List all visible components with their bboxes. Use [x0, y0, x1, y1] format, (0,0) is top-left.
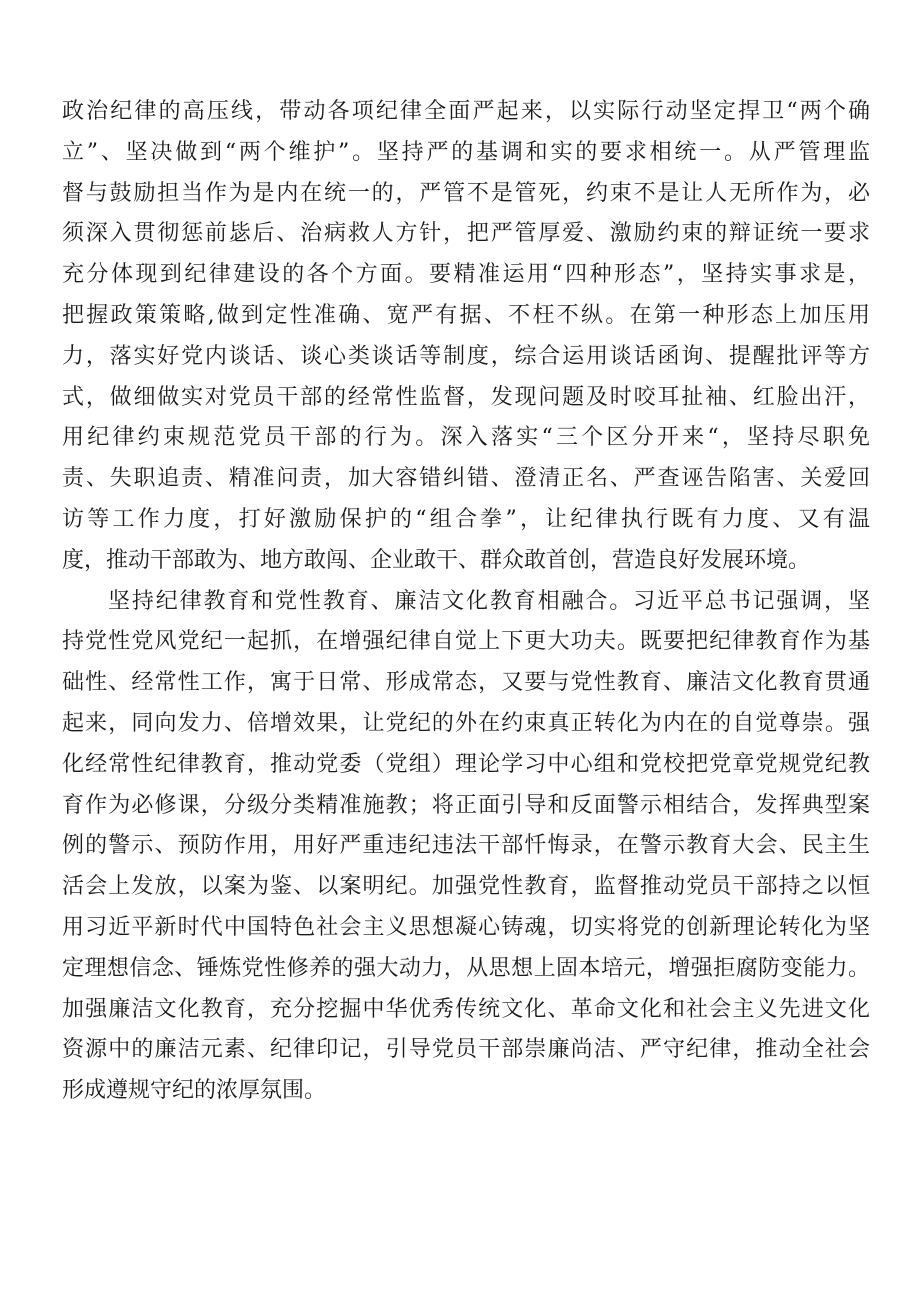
paragraph-1 [62, 92, 870, 582]
text-line: 充分体现到纪律建设的各个方面。要精准运用“四种形态”，坚持实事求是， [62, 262, 870, 288]
text-line: 例的警示、预防作用，用好严重违纪违法干部忏悔录，在警示教育大会、民主生 [62, 833, 870, 859]
text-line: 定理想信念、锤炼党性修养的强大动力，从思想上固本培元，增强拒腐防变能力。 [62, 955, 870, 981]
text-line: 形成遵规守纪的浓厚氛围。 [62, 1078, 327, 1104]
text-line: 持党性党风党纪一起抓，在增强纪律自觉上下更大功夫。既要把纪律教育作为基 [62, 629, 870, 655]
text-line: 用习近平新时代中国特色社会主义思想凝心铸魂，切实将党的创新理论转化为坚 [62, 914, 870, 940]
text-line: 督与鼓励担当作为是内在统一的，严管不是管死，约束不是让人无所作为，必 [62, 180, 870, 206]
text-line: 访等工作力度，打好激励保护的“组合拳”，让纪律执行既有力度、又有温 [62, 506, 870, 532]
text-line: 坚持纪律教育和党性教育、廉洁文化教育相融合。习近平总书记强调，坚 [108, 588, 870, 614]
text-line: 力，落实好党内谈话、谈心类谈话等制度，综合运用谈话函询、提醒批评等方 [62, 343, 870, 369]
paragraph-2 [62, 582, 870, 1112]
text-line: 加强廉洁文化教育，充分挖掘中华优秀传统文化、革命文化和社会主义先进文化 [62, 996, 870, 1022]
text-line: 政治纪律的高压线，带动各项纪律全面严起来，以实际行动坚定捍卫“两个确 [62, 99, 870, 124]
text-line: 把握政策策略,做到定性准确、宽严有据、不枉不纵。在第一种形态上加压用 [62, 302, 870, 328]
text-line: 起来，同向发力、倍增效果，让党纪的外在约束真正转化为内在的自觉尊崇。强 [62, 710, 870, 736]
text-line: 资源中的廉洁元素、纪律印记，引导党员干部崇廉尚洁、严守纪律，推动全社会 [62, 1037, 870, 1063]
text-line: 式，做细做实对党员干部的经常性监督，发现问题及时咬耳扯袖、红脸出汗， [62, 384, 870, 410]
text-line: 活会上发放，以案为鉴、以案明纪。加强党性教育，监督推动党员干部持之以恒 [62, 874, 870, 900]
text-line: 度，推动干部敢为、地方敢闯、企业敢干、群众敢首创，营造良好发展环境。 [62, 547, 811, 573]
text-line: 础性、经常性工作，寓于日常、形成常态，又要与党性教育、廉洁文化教育贯通 [62, 670, 870, 696]
text-line: 育作为必修课，分级分类精准施教；将正面引导和反面警示相结合，发挥典型案 [62, 792, 870, 818]
text-line: 用纪律约束规范党员干部的行为。深入落实“三个区分开来“，坚持尽职免 [62, 425, 870, 451]
text-line: 立”、坚决做到“两个维护”。坚持严的基调和实的要求相统一。从严管理监 [62, 139, 870, 165]
text-line: 化经常性纪律教育，推动党委（党组）理论学习中心组和党校把党章党规党纪教 [62, 751, 870, 777]
text-line: 责、失职追责、精准问责，加大容错纠错、澄清正名、严查诬告陷害、关爱回 [62, 466, 870, 492]
document-body [62, 92, 870, 1112]
text-line: 须深入贯彻惩前毖后、治病救人方针，把严管厚爱、激励约束的辩证统一要求 [62, 221, 870, 247]
